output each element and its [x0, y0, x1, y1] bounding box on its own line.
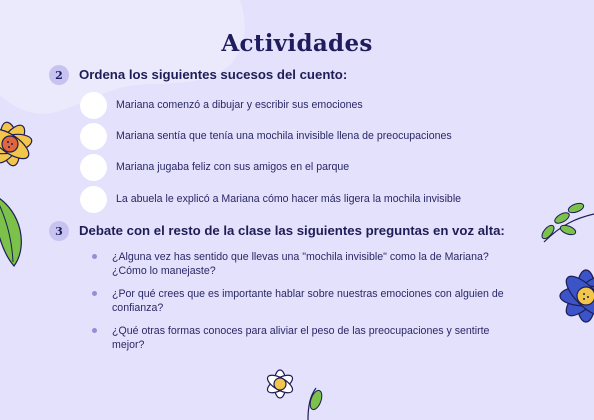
bullet-icon [92, 328, 97, 333]
order-item-text: La abuela le explicó a Mariana cómo hacer más ligera la mochila invisible [116, 193, 462, 205]
yellow-flower-icon [0, 96, 48, 196]
white-daisy-icon [250, 362, 330, 420]
list-item [92, 250, 512, 278]
order-item [80, 185, 461, 213]
order-item [80, 153, 349, 181]
list-item [92, 324, 512, 352]
section-3-heading: Debate con el resto de la clase las siguientes preguntas en voz alta: [79, 223, 505, 238]
order-item-text: Mariana comenzó a dibujar y escribir sus emociones [116, 99, 363, 111]
page-title: Actividades [221, 30, 373, 57]
question-text: ¿Qué otras formas conoces para aliviar el peso de las preocupaciones y sentirte mejor? [112, 325, 490, 351]
blue-flower-icon [534, 246, 594, 350]
list-item [92, 287, 512, 315]
section-number-3: 3 [49, 221, 69, 241]
order-item-text: Mariana sentía que tenía una mochila invisible llena de preocupaciones [116, 130, 452, 142]
question-text: ¿Alguna vez has sentido que llevas una "mochila invisible" como la de Mariana? ¿Cómo lo manejaste? [112, 251, 489, 277]
section-2-heading: Ordena los siguientes sucesos del cuento: [79, 67, 348, 82]
order-answer-box[interactable] [80, 92, 107, 119]
question-list [92, 250, 512, 361]
branch-icon [532, 196, 594, 252]
order-answer-box[interactable] [80, 186, 107, 213]
question-text: ¿Por qué crees que es importante hablar sobre nuestras emociones con alguien de confianza? [112, 288, 504, 314]
order-item [80, 91, 363, 119]
leaf-icon [0, 192, 32, 272]
order-item [80, 122, 452, 150]
order-answer-box[interactable] [80, 123, 107, 150]
bullet-icon [92, 254, 97, 259]
bullet-icon [92, 291, 97, 296]
order-item-text: Mariana jugaba feliz con sus amigos en el parque [116, 161, 350, 173]
order-answer-box[interactable] [80, 154, 107, 181]
section-number-2: 2 [49, 65, 69, 85]
